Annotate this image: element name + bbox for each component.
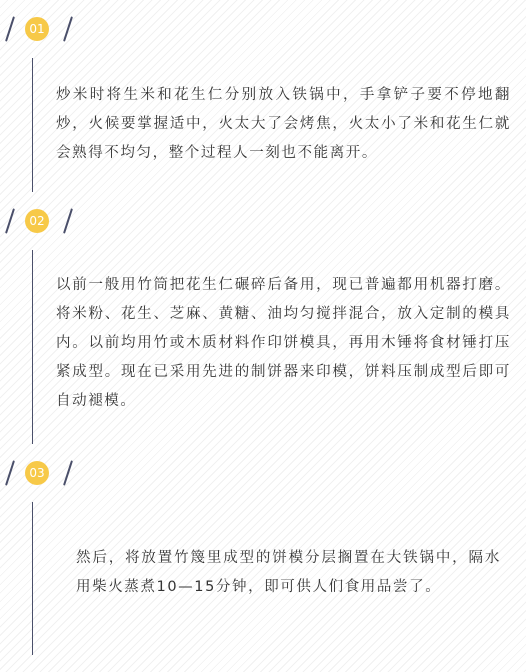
section-number-badge: 01: [25, 17, 49, 41]
slash-decoration: [5, 16, 15, 41]
slash-decoration: [63, 16, 73, 41]
section-3-text: 然后，将放置竹篾里成型的饼模分层搁置在大铁锅中，隔水用柴火蒸煮10—15分钟，即可供人们食用品尝了。: [76, 550, 501, 595]
section-2-divider-line: [32, 250, 33, 444]
slash-decoration: [63, 208, 73, 233]
slash-decoration: [5, 208, 15, 233]
section-1-divider-line: [32, 58, 33, 192]
slash-decoration: [63, 460, 73, 485]
section-3-divider-line: [32, 502, 33, 655]
section-1-marker: [0, 14, 90, 44]
slash-decoration: [5, 460, 15, 485]
section-number-badge: 02: [25, 209, 49, 233]
section-3-marker: [0, 458, 90, 488]
section-1-text: 炒米时将生米和花生仁分别放入铁锅中，手拿铲子要不停地翻炒，火候要掌握适中，火太大了会烤焦，火太小了米和花生仁就会熟得不均匀，整个过程人一刻也不能离开。: [56, 87, 511, 161]
section-number-badge: 03: [25, 461, 49, 485]
section-2-text: 以前一般用竹筒把花生仁碾碎后备用，现已普遍都用机器打磨。将米粉、花生、芝麻、黄糖、油均匀搅拌混合，放入定制的模具内。以前均用竹或木质材料作印饼模具，再用木锤将食材锤打压紧成型。现在已采用先进的制饼器来印模，饼料压制成型后即可自动褪模。: [56, 277, 511, 409]
section-2-marker: [0, 206, 90, 236]
